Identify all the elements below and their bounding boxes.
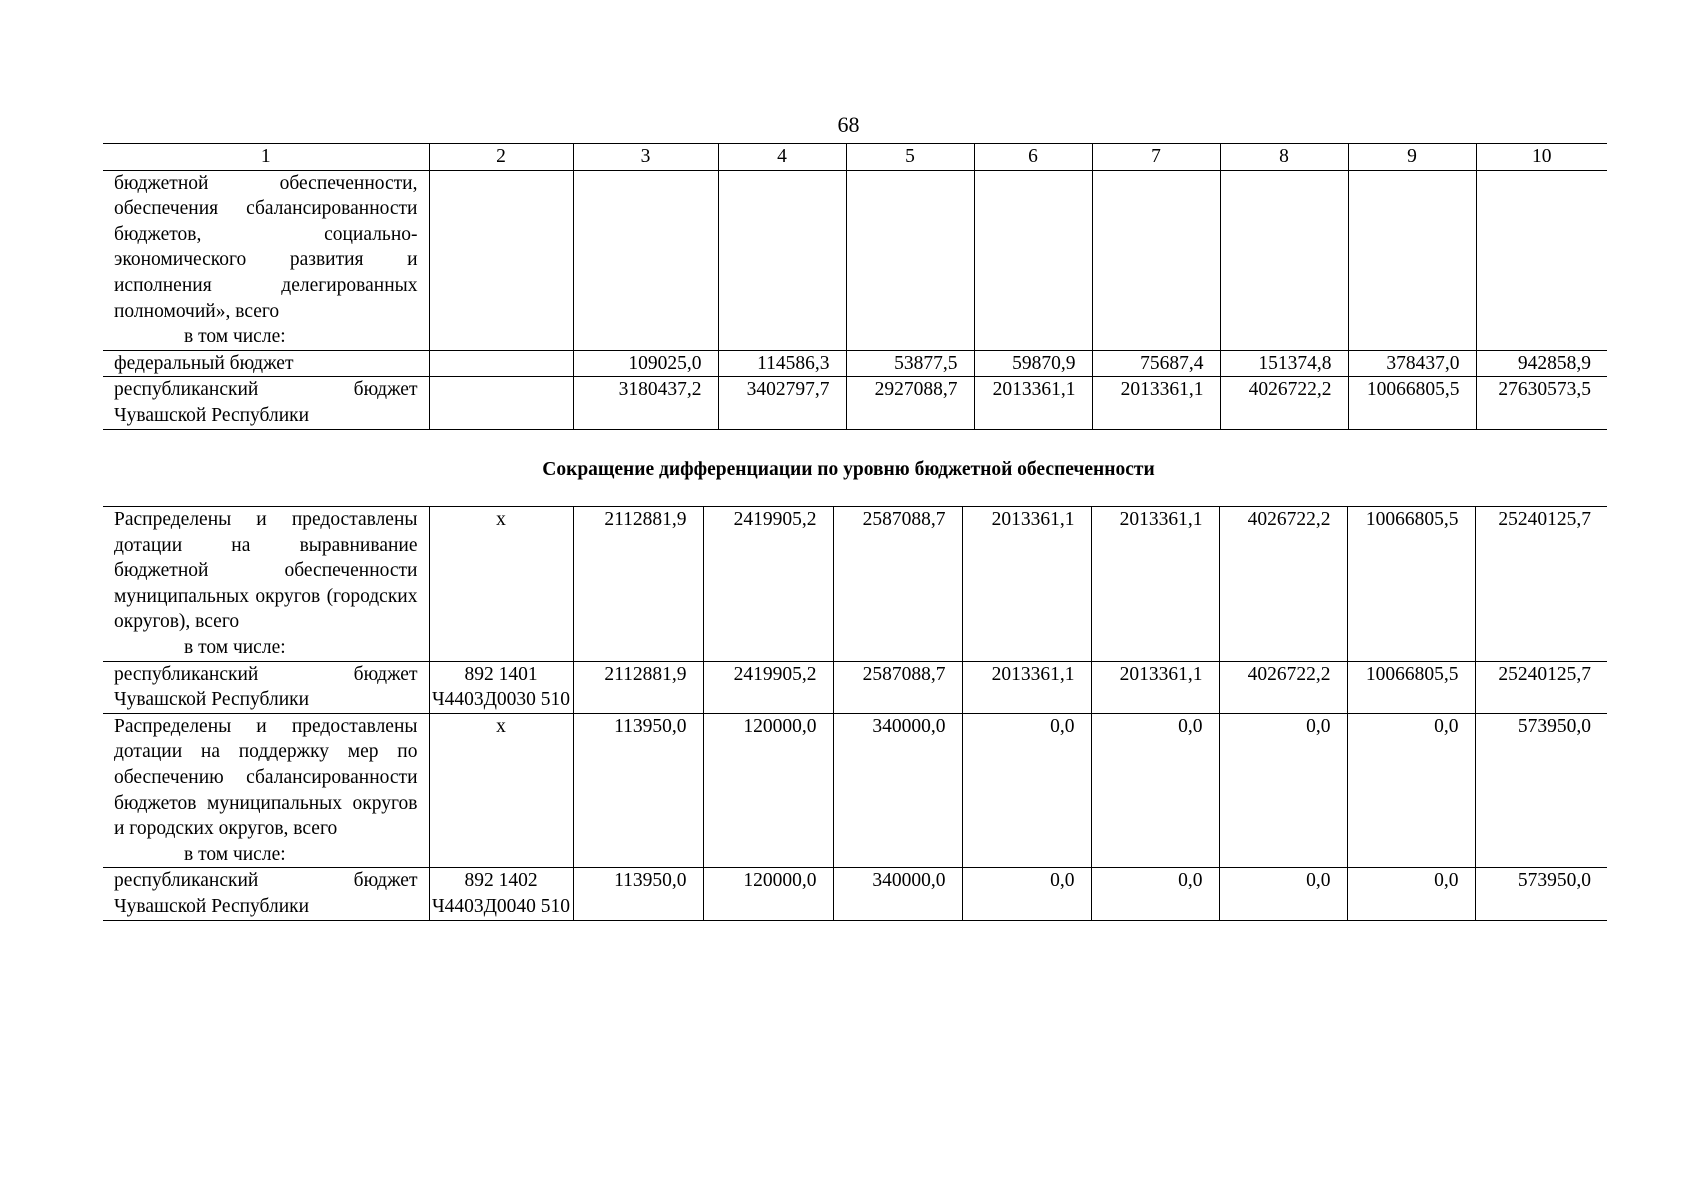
row-description: [103, 713, 429, 868]
description-text: республиканский бюджет Чувашской Республики: [114, 870, 418, 917]
value-cell: 2013361,1: [974, 377, 1092, 429]
budget-code: x: [429, 507, 573, 662]
column-number: 10: [1476, 144, 1607, 171]
value-cell: 573950,0: [1475, 868, 1607, 920]
budget-table-section: [103, 506, 1607, 921]
table-row: [103, 377, 1607, 429]
value-cell: 2013361,1: [1092, 377, 1220, 429]
value-cell: 4026722,2: [1219, 507, 1347, 662]
description-text: федеральный бюджет: [114, 352, 294, 374]
value-cell: 573950,0: [1475, 713, 1607, 868]
column-number: 2: [429, 144, 573, 171]
value-cell: 0,0: [1347, 713, 1475, 868]
value-cell: 75687,4: [1092, 350, 1220, 377]
description-text: республиканский бюджет Чувашской Республики: [114, 379, 418, 426]
value-cell: 2419905,2: [703, 661, 833, 713]
budget-table-continued: [103, 143, 1607, 430]
budget-code: [429, 377, 573, 429]
value-cell: 0,0: [1347, 868, 1475, 920]
value-cell: [1476, 170, 1607, 350]
column-number: 9: [1348, 144, 1476, 171]
row-description: [103, 868, 429, 920]
table-row: [103, 713, 1607, 868]
table-row: [103, 868, 1607, 920]
value-cell: 113950,0: [573, 713, 703, 868]
value-cell: 10066805,5: [1347, 661, 1475, 713]
value-cell: 2013361,1: [1091, 661, 1219, 713]
value-cell: 2013361,1: [962, 507, 1091, 662]
value-cell: 2013361,1: [962, 661, 1091, 713]
value-cell: 10066805,5: [1347, 507, 1475, 662]
column-number: 6: [974, 144, 1092, 171]
value-cell: 109025,0: [573, 350, 718, 377]
subtotal-label: в том числе:: [184, 326, 286, 348]
description-text: Распределены и предоставлены дотации на выравнивание бюджетной обеспеченности муниципальных округов (городских округов), всего: [114, 509, 418, 633]
value-cell: 151374,8: [1220, 350, 1348, 377]
row-description: [103, 170, 429, 350]
value-cell: 0,0: [962, 713, 1091, 868]
value-cell: 59870,9: [974, 350, 1092, 377]
value-cell: 2112881,9: [573, 661, 703, 713]
column-number: 3: [573, 144, 718, 171]
value-cell: 340000,0: [833, 713, 962, 868]
row-description: [103, 661, 429, 713]
value-cell: 4026722,2: [1220, 377, 1348, 429]
value-cell: 120000,0: [703, 713, 833, 868]
value-cell: [846, 170, 974, 350]
value-cell: 53877,5: [846, 350, 974, 377]
budget-code: x: [429, 713, 573, 868]
column-number-row: [103, 144, 1607, 171]
column-number: 4: [718, 144, 846, 171]
value-cell: 942858,9: [1476, 350, 1607, 377]
value-cell: 25240125,7: [1475, 507, 1607, 662]
value-cell: 113950,0: [573, 868, 703, 920]
subtotal-label: в том числе:: [184, 636, 286, 658]
value-cell: 0,0: [962, 868, 1091, 920]
budget-code: 892 1401 Ч4403Д0030 510: [429, 661, 573, 713]
value-cell: 2419905,2: [703, 507, 833, 662]
value-cell: 4026722,2: [1219, 661, 1347, 713]
value-cell: 2013361,1: [1091, 507, 1219, 662]
value-cell: 0,0: [1091, 868, 1219, 920]
row-description: [103, 350, 429, 377]
value-cell: 378437,0: [1348, 350, 1476, 377]
column-number: 1: [260, 146, 271, 167]
value-cell: 114586,3: [718, 350, 846, 377]
value-cell: 27630573,5: [1476, 377, 1607, 429]
budget-code: 892 1402 Ч4403Д0040 510: [429, 868, 573, 920]
budget-code: [429, 350, 573, 377]
subtotal-label: в том числе:: [184, 843, 286, 865]
column-number: 8: [1220, 144, 1348, 171]
value-cell: [1092, 170, 1220, 350]
page-number: 68: [837, 112, 860, 137]
budget-code: [429, 170, 573, 350]
table-row: [103, 661, 1607, 713]
table-row: [103, 350, 1607, 377]
description-text: Распределены и предоставлены дотации на поддержку мер по обеспечению сбалансированности бюджетов муниципальных округов и городских округов, всего: [114, 715, 418, 840]
description-text: республиканский бюджет Чувашской Республики: [114, 663, 418, 711]
value-cell: 0,0: [1091, 713, 1219, 868]
row-description: [103, 377, 429, 429]
value-cell: [974, 170, 1092, 350]
table-row: [103, 507, 1607, 662]
value-cell: 3180437,2: [573, 377, 718, 429]
row-description: [103, 507, 429, 662]
value-cell: [718, 170, 846, 350]
value-cell: 0,0: [1219, 868, 1347, 920]
value-cell: 340000,0: [833, 868, 962, 920]
value-cell: 2587088,7: [833, 507, 962, 662]
value-cell: [573, 170, 718, 350]
value-cell: 3402797,7: [718, 377, 846, 429]
value-cell: 2587088,7: [833, 661, 962, 713]
description-text: бюджетной обеспеченности, обеспечения сбалансированности бюджетов, социально-экономического развития и исполнения делегированных полномочий», всего: [114, 172, 418, 322]
column-number: 5: [846, 144, 974, 171]
value-cell: [1348, 170, 1476, 350]
value-cell: [1220, 170, 1348, 350]
value-cell: 25240125,7: [1475, 661, 1607, 713]
value-cell: 10066805,5: [1348, 377, 1476, 429]
section-title: Сокращение дифференциации по уровню бюджетной обеспеченности: [542, 459, 1155, 480]
value-cell: 0,0: [1219, 713, 1347, 868]
column-number: 7: [1092, 144, 1220, 171]
value-cell: 2112881,9: [573, 507, 703, 662]
value-cell: 120000,0: [703, 868, 833, 920]
table-row: [103, 170, 1607, 350]
value-cell: 2927088,7: [846, 377, 974, 429]
